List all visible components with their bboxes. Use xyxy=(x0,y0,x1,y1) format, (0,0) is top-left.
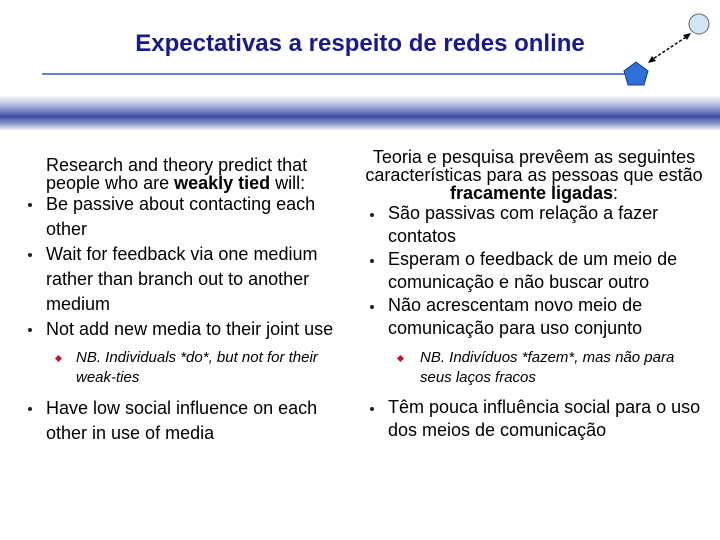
bullet-item xyxy=(358,248,710,294)
bullet-dot xyxy=(28,407,32,411)
slide-title: Expectativas a respeito de redes online xyxy=(135,30,585,57)
diamond-bullet-icon xyxy=(397,355,404,362)
bullet-item xyxy=(358,396,710,442)
diamond-bullet-icon xyxy=(55,355,62,362)
sub-bullet-text: NB. Individuals *do*, but not for their weak-ties xyxy=(76,349,318,386)
intro-suffix: will: xyxy=(270,173,306,193)
bullet-dot xyxy=(370,305,374,309)
sub-bullet xyxy=(358,348,710,388)
pentagon-shape-icon xyxy=(624,62,648,85)
bullet-dot xyxy=(28,253,32,257)
bullet-dot xyxy=(370,213,374,217)
bullet-text: Have low social influence on each other in use of media xyxy=(46,398,318,443)
intro-text xyxy=(16,156,346,192)
network-diagram xyxy=(616,10,716,95)
dashed-double-arrow-icon xyxy=(648,33,691,63)
bullet-dot xyxy=(370,407,374,411)
bullet-item xyxy=(358,202,710,248)
intro-suffix: : xyxy=(613,183,619,203)
circle-shape-icon xyxy=(689,14,709,34)
portuguese-column xyxy=(358,148,710,442)
bullet-text: Not add new media to their joint use xyxy=(46,319,334,339)
bullet-dot xyxy=(370,259,374,263)
intro-text xyxy=(358,148,710,202)
intro-prefix: Teoria e pesquisa prevêem as seguintes características para as pessoas que estão xyxy=(365,147,703,185)
bullet-text: Têm pouca influência social para o uso dos meios de comunicação xyxy=(388,397,701,440)
intro-prefix: Research and theory predict that people who are xyxy=(46,155,308,193)
bullet-text: São passivas com relação a fazer contatos xyxy=(388,203,659,246)
bullet-text: Esperam o feedback de um meio de comunicação e não buscar outro xyxy=(388,249,678,292)
bullet-dot xyxy=(28,203,32,207)
bullet-text: Wait for feedback via one medium rather than branch out to another medium xyxy=(46,244,318,314)
bullet-item xyxy=(16,317,346,342)
sub-bullet-text: NB. Indivíduos *fazem*, mas não para seus laços fracos xyxy=(420,349,675,386)
title-underline xyxy=(42,73,640,75)
bullet-dot xyxy=(28,328,32,332)
sub-bullet xyxy=(16,348,346,388)
english-column xyxy=(16,148,346,446)
bullet-text: Be passive about contacting each other xyxy=(46,194,316,239)
bullet-item xyxy=(16,192,346,242)
header-band xyxy=(0,96,720,130)
bullet-item xyxy=(358,294,710,340)
intro-emphasis: fracamente ligadas xyxy=(449,183,614,203)
intro-emphasis: weakly tied xyxy=(174,173,271,193)
bullet-item xyxy=(16,242,346,317)
bullet-text: Não acrescentam novo meio de comunicação para uso conjunto xyxy=(388,295,643,338)
bullet-item xyxy=(16,396,346,446)
